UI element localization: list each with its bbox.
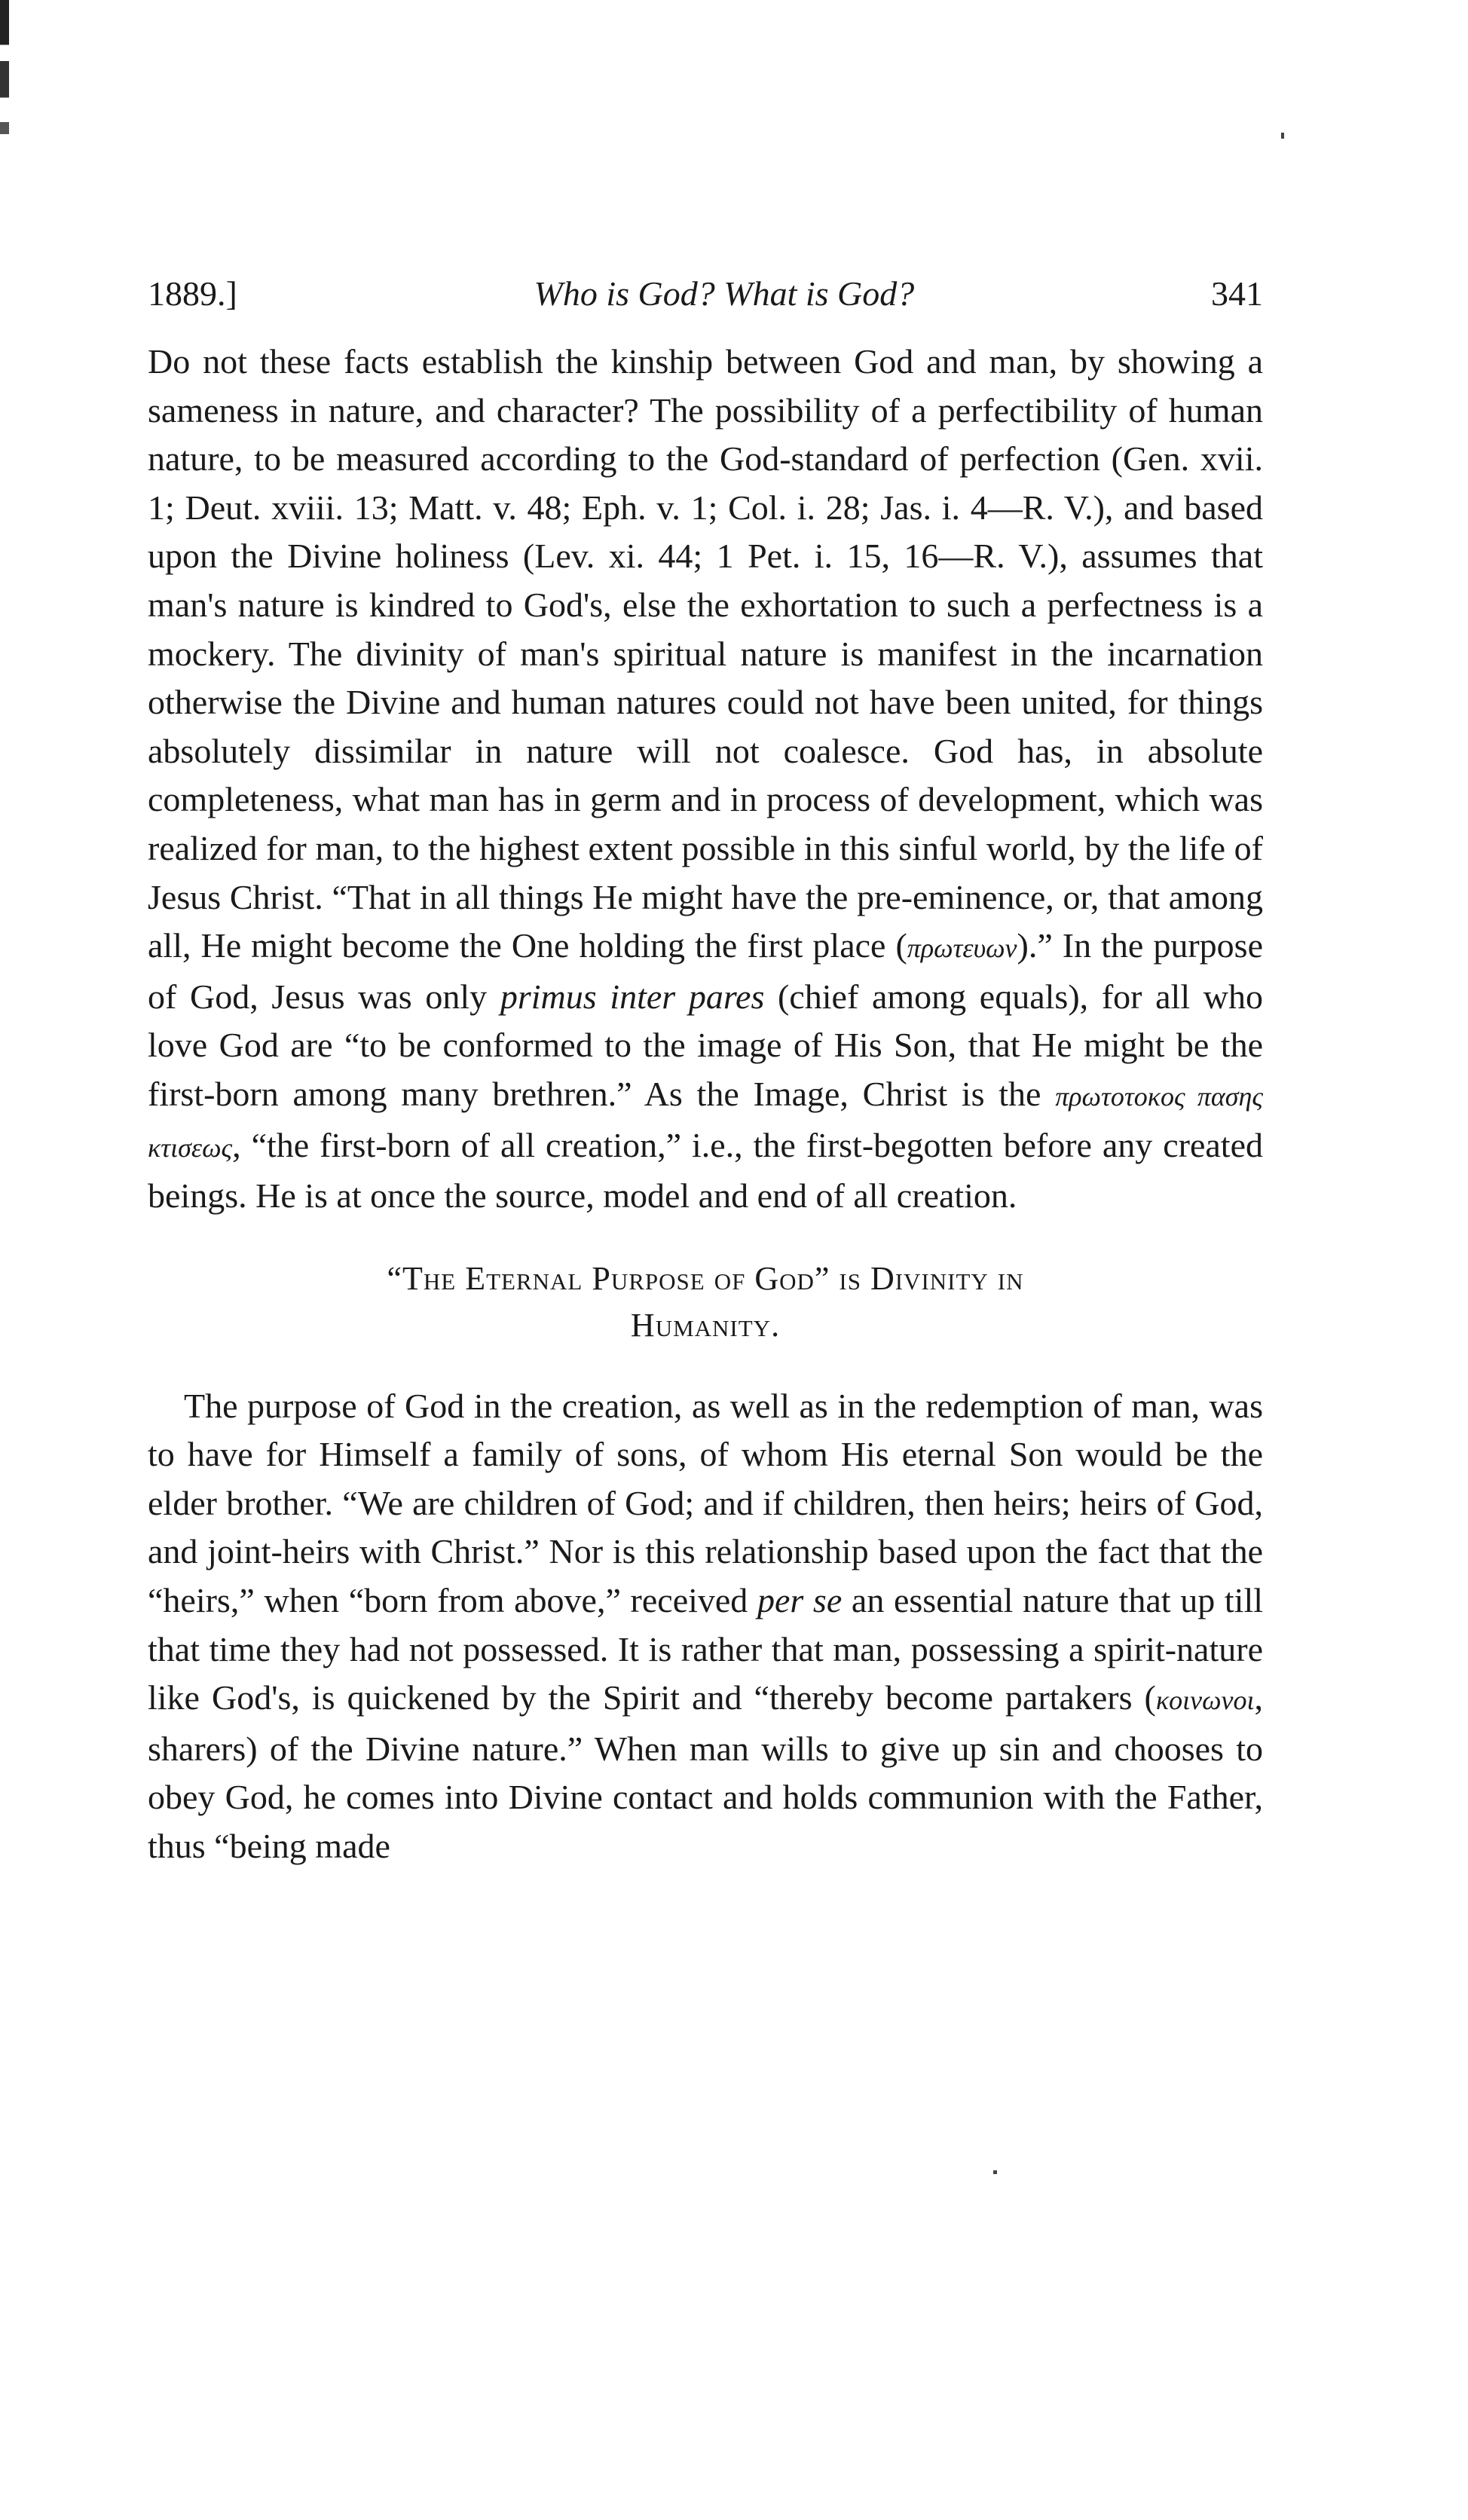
greek-term-koinonoi: κοινωνοι xyxy=(1155,1685,1255,1716)
section-heading-line-2: Humanity. xyxy=(630,1306,781,1344)
paragraph-2-text-a: The purpose of God in the creation, as well as in the redemption of man, was to have for Himself a family of sons, of whom His eternal Son would be the elder brother. “We are children of God; and if children, then heirs; heirs of God, and joint-heirs with Christ.” Nor is this relationship based upon the fact that the “heirs,” when “born from above,” received xyxy=(148,1386,1263,1620)
latin-phrase-primus-inter-pares: primus inter pares xyxy=(500,977,765,1016)
paragraph-eternal-purpose xyxy=(148,1382,1263,1871)
paragraph-kinship xyxy=(148,338,1263,1221)
running-head-year: 1889.] xyxy=(148,274,237,313)
scan-speck xyxy=(993,2170,997,2174)
running-head xyxy=(148,271,1263,317)
greek-term-prototokos: πρωτοτοκος πασης κτισεως xyxy=(148,1081,1263,1163)
paragraph-2-text-c: , sharers) of the Divine nature.” When man wills to give up sin and chooses to obey God, he comes into Divine contact and holds communion with the Father, thus “being made xyxy=(148,1678,1263,1866)
scan-edge-mark xyxy=(0,0,9,203)
scan-speck xyxy=(1281,133,1284,139)
section-heading xyxy=(148,1255,1263,1349)
running-head-title: Who is God? What is God? xyxy=(534,274,915,313)
paragraph-2-text-b: an essential nature that up till that time they had not possessed. It is rather that man, possessing a spirit-nature like God's, is quickened by the Spirit and “thereby become partakers ( xyxy=(148,1581,1264,1717)
paragraph-1-text-c: (chief among equals), for all who love God are “to be conformed to the image of His Son, that He might be the first-born among many brethren.” As the Image, Christ is the xyxy=(148,977,1263,1113)
greek-term-proteuon: πρωτευων xyxy=(907,933,1017,964)
page-number: 341 xyxy=(1211,274,1263,313)
latin-phrase-per-se: per se xyxy=(757,1581,843,1620)
book-page xyxy=(148,271,1263,1871)
paragraph-1-text-d: , “the first-born of all creation,” i.e., the first-begotten before any created beings. He is at once the source, model and end of all creation. xyxy=(148,1125,1263,1216)
paragraph-1-text-b: ).” In the purpose of God, Jesus was only xyxy=(148,926,1263,1016)
paragraph-1-text-a: Do not these facts establish the kinship between God and man, by showing a sameness in nature, and character? The possibility of a perfectibility of human nature, to be measured according to the God-standard of perfection (Gen. xvii. 1; Deut. xviii. 13; Matt. v. 48; Eph. v. 1; Col. i. 28; Jas. i. 4—R. V.), and based upon the Divine holiness (Lev. xi. 44; 1 Pet. i. 15, 16—R. V.), assumes that man's nature is kindred to God's, else the exhortation to such a perfectness is a mockery. The divinity of man's spiritual nature is manifest in the incarnation otherwise the Divine and human natures could not have been united, for things absolutely dissimilar in nature will not coalesce. God has, in absolute completeness, what man has in germ and in process of development, which was realized for man, to the highest extent possible in this sinful world, by the life of Jesus Christ. “That in all things He might have the pre-eminence, or, that among all, He might become the One holding the first place ( xyxy=(148,342,1263,965)
section-heading-line-1: “The Eternal Purpose of God” is Divinity in xyxy=(387,1259,1024,1297)
